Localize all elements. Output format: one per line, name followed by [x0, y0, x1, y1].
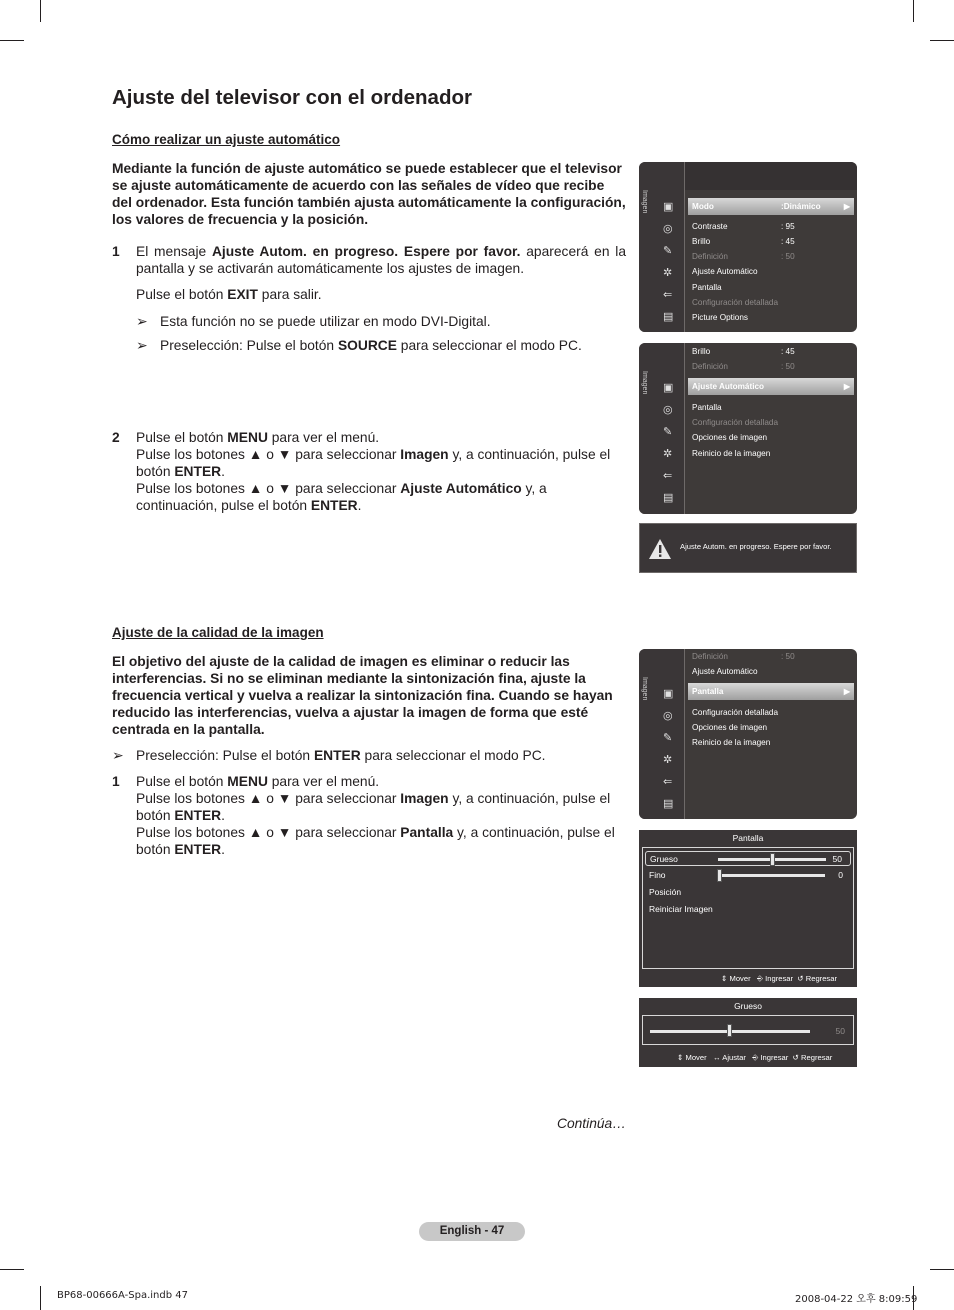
step-1 — [112, 243, 626, 277]
osd-menu-item[interactable] — [692, 219, 852, 234]
osd-topbar — [685, 162, 857, 190]
osd-item-label: Configuración detallada — [692, 298, 779, 307]
picture-icon: ▣ — [663, 201, 674, 213]
continued-note: Continúa… — [557, 1116, 627, 1131]
warning-text: Ajuste Autom. en progreso. Espere por favor. — [680, 542, 832, 551]
osd-item-label: Definición — [692, 652, 728, 661]
application-icon: ▤ — [663, 311, 674, 323]
step-number: 1 — [112, 244, 120, 259]
osd-menu-item[interactable] — [688, 378, 854, 395]
osd-menu-item[interactable] — [692, 735, 852, 750]
section-heading: Ajuste de la calidad de la imagen — [112, 625, 324, 640]
pantalla-dialog — [639, 830, 857, 987]
enter-icon: ⎆ — [752, 1053, 759, 1062]
osd-item-label: Definición — [692, 362, 728, 371]
osd-item-label: Definición — [692, 252, 728, 261]
osd-item-value: : 50 — [781, 652, 795, 661]
crop-mark — [930, 1269, 954, 1270]
note — [112, 747, 546, 764]
osd-menu-item[interactable] — [692, 446, 852, 461]
leftright-icon: ↔ — [712, 1053, 721, 1062]
text-bold: MENU — [227, 774, 268, 789]
arrow-icon: ➢ — [112, 748, 124, 763]
text: . — [221, 842, 225, 857]
osd-menu-item[interactable] — [692, 264, 852, 279]
crop-mark — [0, 1269, 24, 1270]
submenu-arrow-icon: ▶ — [843, 202, 850, 211]
text: El mensaje — [136, 244, 212, 259]
option-label: Reiniciar Imagen — [649, 904, 713, 914]
pantalla-option[interactable] — [645, 885, 851, 900]
text: Pulse el botón — [136, 287, 228, 302]
text: para seleccionar el modo PC. — [360, 748, 546, 763]
osd-side-label: Imagen — [641, 371, 648, 395]
text: y, a continuación, pulse el botón — [136, 791, 611, 823]
text-bold: MENU — [227, 430, 268, 445]
dialog-body — [642, 1015, 854, 1045]
help-bar — [677, 1053, 832, 1063]
text: y, a continuación, pulse el botón — [136, 825, 615, 857]
text-bold: ENTER — [174, 842, 222, 857]
help-enter: Ingresar — [760, 1053, 789, 1062]
input-icon: ⇐ — [663, 289, 673, 301]
text: para salir. — [257, 287, 322, 302]
osd-item-label: Ajuste Automático — [692, 267, 758, 276]
osd-item-label: Brillo — [692, 347, 711, 356]
text-bold: ENTER — [310, 498, 358, 513]
text-bold: Imagen — [400, 447, 449, 462]
osd-item-label: Brillo — [692, 237, 711, 246]
updown-icon: ⇕ — [721, 974, 728, 983]
arrow-icon: ➢ — [136, 338, 148, 353]
return-icon: ↺ — [792, 1053, 799, 1062]
note — [136, 337, 582, 354]
osd-menu-item[interactable] — [692, 720, 852, 735]
osd-menu-item[interactable] — [692, 415, 852, 430]
osd-sidebar — [639, 649, 685, 819]
text: aparecerá en la pantalla y se activarán automáticamente los ajustes de imagen. — [136, 244, 627, 276]
osd-item-label: Ajuste Automático — [692, 667, 758, 676]
text: para ver el menú. — [267, 430, 380, 445]
grueso-dialog — [639, 998, 857, 1067]
osd-sidebar — [639, 162, 685, 332]
pantalla-option[interactable] — [645, 851, 851, 866]
crop-mark — [40, 1286, 41, 1310]
option-label: Posición — [649, 887, 682, 897]
osd-item-label: Reinicio de la imagen — [692, 449, 771, 458]
updown-icon: ⇕ — [677, 1053, 684, 1062]
text-bold: Ajuste Autom. en progreso. Espere por favor. — [211, 244, 521, 259]
submenu-arrow-icon: ▶ — [843, 687, 850, 696]
step-2 — [112, 429, 626, 514]
text: Esta función no se puede utilizar en modo DVI-Digital. — [160, 314, 491, 329]
text-bold: EXIT — [227, 287, 258, 302]
osd-item-value: : 50 — [781, 362, 795, 371]
section-intro: El objetivo del ajuste de la calidad de imagen es eliminar o reducir las interferencias. Si no se eliminan mediante la sintonización fina, ajuste la frecuencia vertical y vuelva a realizar la sintonización fina. Cuando se hayan reducido las interferencias, vuelva a ajustar la imagen de forma que esté centrada en la pantalla. — [112, 654, 613, 737]
footer-file: BP68-00666A-Spa.indb 47 — [57, 1290, 188, 1301]
osd-menu-item[interactable] — [692, 280, 852, 295]
osd-menu-item[interactable] — [692, 295, 852, 310]
pantalla-option[interactable] — [645, 902, 851, 917]
text: Pulse los botones ▲ o ▼ para seleccionar — [136, 447, 401, 462]
help-return: Regresar — [805, 974, 837, 983]
dialog-title: Pantalla — [732, 833, 764, 843]
page-number-badge: English - 47 — [419, 1222, 525, 1241]
page-title: Ajuste del televisor con el ordenador — [112, 86, 472, 109]
osd-side-label: Imagen — [641, 677, 648, 701]
osd-item-label: Contraste — [692, 222, 728, 231]
osd-item-label: Pantalla — [692, 687, 724, 696]
text: Pulse el botón — [136, 774, 228, 789]
text: para ver el menú. — [267, 774, 380, 789]
picture-icon: ▣ — [663, 382, 674, 394]
text: . — [357, 498, 362, 513]
osd-menu-pantalla — [639, 649, 857, 819]
osd-item-label: Pantalla — [692, 403, 722, 412]
note — [136, 313, 491, 330]
footer-date: 2008-04-22 오후 8:09:59 — [795, 1294, 918, 1305]
osd-side-label: Imagen — [641, 190, 648, 214]
dialog-title: Grueso — [734, 1001, 762, 1011]
help-enter: Ingresar — [765, 974, 794, 983]
return-icon: ↺ — [797, 974, 804, 983]
option-label: Fino — [649, 870, 666, 880]
text-bold: ENTER — [174, 464, 222, 479]
slider-value: 50 — [832, 854, 842, 864]
step-number: 2 — [112, 430, 120, 445]
slider-value: 0 — [838, 870, 843, 880]
crop-mark — [913, 0, 914, 22]
text-bold: ENTER — [174, 808, 222, 823]
osd-menu-item[interactable] — [692, 359, 852, 374]
channel-icon: ✎ — [663, 245, 673, 257]
channel-icon: ✎ — [663, 732, 673, 744]
slider-track[interactable] — [717, 874, 825, 877]
help-move: Mover — [685, 1053, 707, 1062]
osd-sidebar — [639, 343, 685, 514]
crop-mark — [930, 40, 954, 41]
sound-icon: ◎ — [663, 710, 673, 722]
picture-icon: ▣ — [663, 688, 674, 700]
osd-item-label: Modo — [692, 202, 714, 211]
text: Pulse los botones ▲ o ▼ para seleccionar — [136, 791, 401, 806]
osd-item-label: Reinicio de la imagen — [692, 738, 771, 747]
text: para seleccionar el modo PC. — [396, 338, 582, 353]
text: . — [221, 464, 225, 479]
osd-item-label: Configuración detallada — [692, 418, 779, 427]
text: y, a continuación, pulse el botón — [136, 481, 547, 513]
help-return: Regresar — [801, 1053, 833, 1062]
osd-item-label: Ajuste Automático — [692, 382, 765, 391]
osd-item-label: Opciones de imagen — [692, 433, 768, 442]
osd-item-value: : 95 — [781, 222, 795, 231]
option-label: Grueso — [650, 854, 678, 864]
help-adjust: Ajustar — [722, 1053, 746, 1062]
input-icon: ⇐ — [663, 470, 673, 482]
pantalla-option[interactable] — [645, 868, 851, 883]
warning-message-box — [639, 523, 857, 573]
setup-icon: ✲ — [663, 267, 673, 279]
osd-menu-item[interactable] — [692, 234, 852, 249]
osd-menu-item[interactable] — [688, 683, 854, 700]
grueso-value: 50 — [835, 1026, 845, 1036]
osd-menu-item[interactable] — [692, 705, 852, 720]
text-bold: SOURCE — [337, 338, 397, 353]
osd-menu-item[interactable] — [692, 430, 852, 445]
step-1 — [112, 773, 626, 858]
text: Pulse los botones ▲ o ▼ para seleccionar — [136, 481, 401, 496]
text: y, a continuación, pulse el botón — [136, 447, 611, 479]
help-move: Mover — [729, 974, 751, 983]
text-bold: ENTER — [313, 748, 361, 763]
osd-menu-item[interactable] — [692, 664, 852, 679]
submenu-arrow-icon: ▶ — [843, 382, 850, 391]
warning-icon — [648, 538, 672, 560]
text: . — [221, 808, 225, 823]
text: Preselección: Pulse el botón — [136, 748, 314, 763]
grueso-slider-thumb[interactable] — [727, 1024, 732, 1037]
slider-thumb[interactable] — [770, 853, 775, 866]
section-heading: Cómo realizar un ajuste automático — [112, 132, 341, 147]
osd-item-label: Pantalla — [692, 283, 722, 292]
help-bar — [721, 974, 837, 984]
text-bold: Ajuste Automático — [400, 481, 522, 496]
step-number: 1 — [112, 774, 120, 789]
arrow-icon: ➢ — [136, 314, 148, 329]
crop-mark — [0, 40, 24, 41]
osd-menu-item[interactable] — [692, 649, 852, 664]
osd-item-label: Opciones de imagen — [692, 723, 768, 732]
slider-thumb[interactable] — [717, 869, 722, 882]
sound-icon: ◎ — [663, 223, 673, 235]
osd-item-value: :Dinámico — [781, 202, 821, 211]
osd-menu-modo — [639, 162, 857, 332]
crop-mark — [40, 0, 41, 22]
dialog-body — [642, 847, 854, 969]
text: Preselección: Pulse el botón — [160, 338, 338, 353]
input-icon: ⇐ — [663, 776, 673, 788]
text: Pulse los botones ▲ o ▼ para seleccionar — [136, 825, 401, 840]
osd-item-label: Configuración detallada — [692, 708, 779, 717]
osd-item-value: : 45 — [781, 347, 795, 356]
osd-item-value: : 50 — [781, 252, 795, 261]
setup-icon: ✲ — [663, 754, 673, 766]
osd-menu-item[interactable] — [692, 400, 852, 415]
osd-menu-item[interactable] — [692, 249, 852, 264]
application-icon: ▤ — [663, 798, 674, 810]
enter-icon: ⎆ — [756, 974, 764, 983]
osd-menu-item[interactable] — [688, 198, 854, 215]
application-icon: ▤ — [663, 492, 674, 504]
sound-icon: ◎ — [663, 404, 673, 416]
osd-menu-ajuste — [639, 343, 857, 514]
setup-icon: ✲ — [663, 448, 673, 460]
text: Pulse el botón — [136, 430, 228, 445]
section-intro: Mediante la función de ajuste automático se puede establecer que el televisor se ajuste automáticamente de acuerdo con las señales de vídeo que recibe del ordenador. Esta función también ajusta automáticamente la configuración, los valores de frecuencia y la posición. — [112, 161, 626, 227]
step-1-exit — [112, 286, 626, 303]
osd-item-value: : 45 — [781, 237, 795, 246]
text-bold: Imagen — [400, 791, 449, 806]
text-bold: Pantalla — [400, 825, 454, 840]
osd-menu-item[interactable] — [692, 310, 852, 325]
channel-icon: ✎ — [663, 426, 673, 438]
osd-menu-item[interactable] — [692, 344, 852, 359]
osd-item-label: Picture Options — [692, 313, 748, 322]
